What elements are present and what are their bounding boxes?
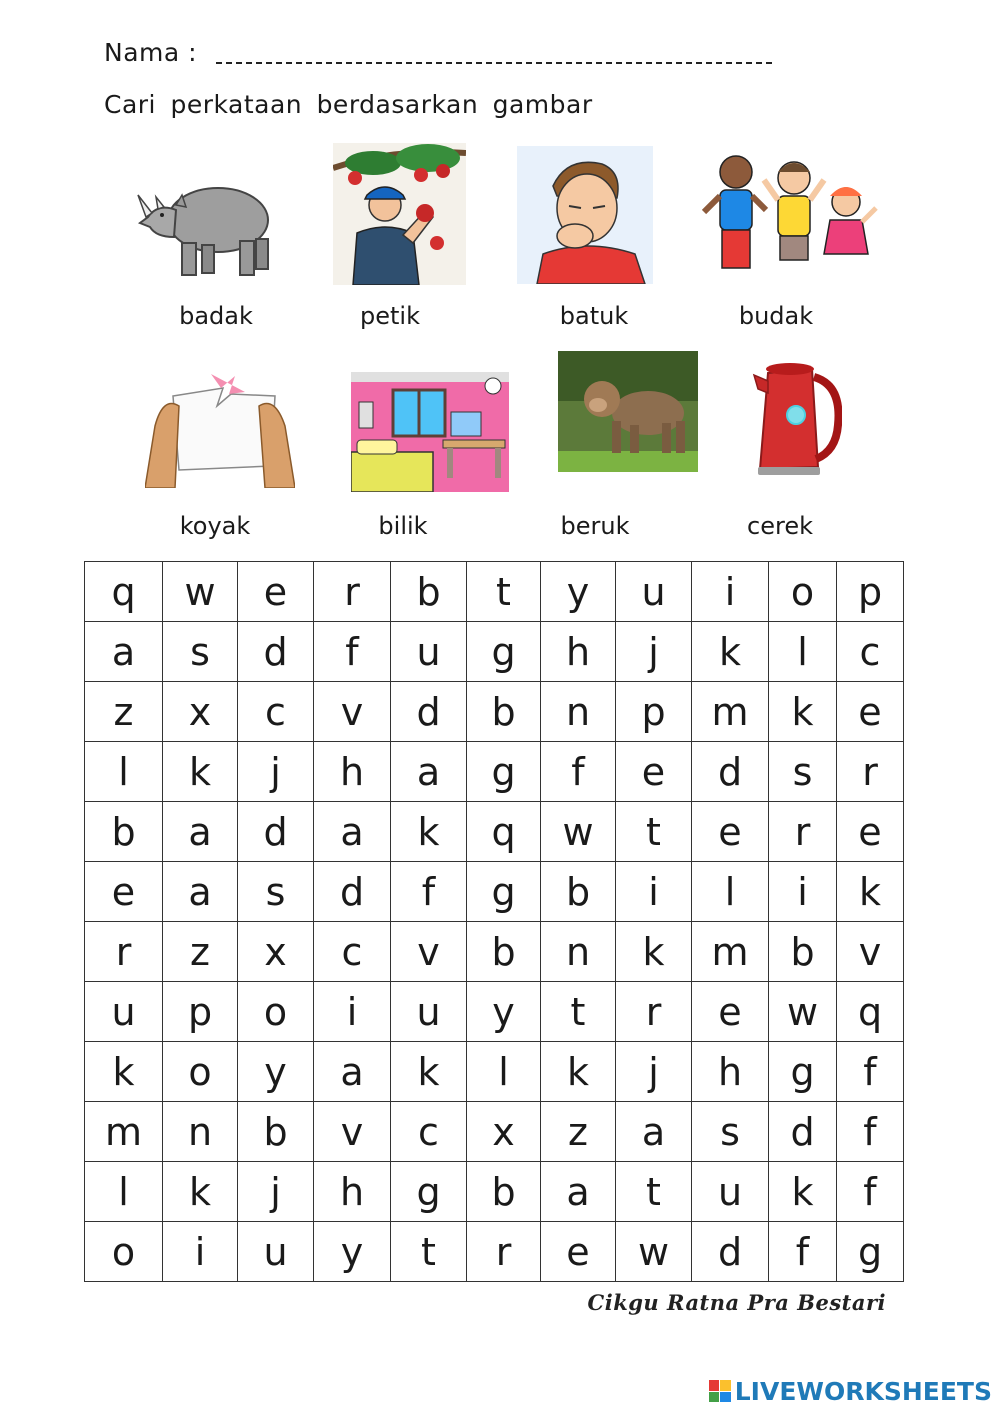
grid-cell[interactable]: d	[238, 622, 314, 682]
grid-cell[interactable]: x	[467, 1102, 541, 1162]
author-signature: Cikgu Ratna Pra Bestari	[587, 1290, 886, 1315]
grid-cell[interactable]: k	[391, 802, 467, 862]
grid-cell[interactable]: q	[467, 802, 541, 862]
grid-cell[interactable]: q	[85, 562, 163, 622]
grid-cell[interactable]: s	[692, 1102, 769, 1162]
grid-row	[85, 1042, 904, 1102]
grid-cell[interactable]: d	[238, 802, 314, 862]
grid-cell[interactable]: g	[467, 862, 541, 922]
grid-cell[interactable]: n	[541, 682, 616, 742]
grid-cell[interactable]: e	[616, 742, 692, 802]
grid-cell[interactable]: z	[85, 682, 163, 742]
grid-cell[interactable]: c	[837, 622, 904, 682]
grid-cell[interactable]: b	[541, 862, 616, 922]
grid-cell[interactable]: z	[541, 1102, 616, 1162]
grid-cell[interactable]: t	[541, 982, 616, 1042]
grid-cell[interactable]: s	[769, 742, 837, 802]
grid-cell[interactable]: f	[391, 862, 467, 922]
grid-row	[85, 562, 904, 622]
grid-cell[interactable]: i	[163, 1222, 238, 1282]
grid-cell[interactable]: p	[616, 682, 692, 742]
grid-cell[interactable]: h	[692, 1042, 769, 1102]
grid-cell[interactable]: w	[769, 982, 837, 1042]
grid-cell[interactable]: k	[692, 622, 769, 682]
grid-cell[interactable]: i	[692, 562, 769, 622]
grid-cell[interactable]: t	[391, 1222, 467, 1282]
bedroom-icon	[351, 372, 509, 492]
grid-cell[interactable]: r	[769, 802, 837, 862]
word-label: petik	[360, 302, 420, 330]
grid-cell[interactable]: k	[769, 682, 837, 742]
word-search-grid	[84, 561, 904, 1282]
grid-cell[interactable]: k	[163, 742, 238, 802]
grid-row	[85, 982, 904, 1042]
grid-cell[interactable]: m	[692, 922, 769, 982]
grid-cell[interactable]: n	[163, 1102, 238, 1162]
grid-cell[interactable]: z	[163, 922, 238, 982]
name-label: Nama :	[104, 38, 198, 67]
logo-square	[720, 1392, 731, 1403]
grid-cell[interactable]: f	[314, 622, 391, 682]
word-label: budak	[738, 302, 814, 330]
grid-cell[interactable]: l	[692, 862, 769, 922]
grid-cell[interactable]: q	[837, 982, 904, 1042]
grid-cell[interactable]: y	[467, 982, 541, 1042]
grid-cell[interactable]: b	[769, 922, 837, 982]
grid-cell[interactable]: h	[314, 742, 391, 802]
grid-cell[interactable]: u	[238, 1222, 314, 1282]
grid-cell[interactable]: v	[314, 682, 391, 742]
grid-cell[interactable]: r	[85, 922, 163, 982]
grid-cell[interactable]: j	[616, 622, 692, 682]
grid-cell[interactable]: f	[541, 742, 616, 802]
kettle-icon	[752, 355, 842, 479]
grid-cell[interactable]: e	[837, 682, 904, 742]
grid-cell[interactable]: k	[163, 1162, 238, 1222]
grid-cell[interactable]: u	[616, 562, 692, 622]
grid-cell[interactable]: e	[541, 1222, 616, 1282]
grid-cell[interactable]: w	[616, 1222, 692, 1282]
grid-cell[interactable]: u	[391, 982, 467, 1042]
grid-cell[interactable]: a	[85, 622, 163, 682]
grid-row	[85, 682, 904, 742]
grid-cell[interactable]: b	[85, 802, 163, 862]
grid-cell[interactable]: i	[769, 862, 837, 922]
grid-cell[interactable]: k	[541, 1042, 616, 1102]
grid-cell[interactable]: u	[692, 1162, 769, 1222]
grid-cell[interactable]: o	[769, 562, 837, 622]
grid-cell[interactable]: d	[314, 862, 391, 922]
grid-row	[85, 802, 904, 862]
grid-cell[interactable]: r	[314, 562, 391, 622]
brand-text: LIVEWORKSHEETS	[734, 1376, 992, 1406]
word-label: bilik	[378, 512, 428, 540]
grid-cell[interactable]: b	[467, 1162, 541, 1222]
grid-cell[interactable]: u	[391, 622, 467, 682]
grid-cell[interactable]: a	[163, 802, 238, 862]
grid-cell[interactable]: f	[769, 1222, 837, 1282]
monkey-icon	[558, 351, 698, 472]
grid-cell[interactable]: p	[837, 562, 904, 622]
grid-cell[interactable]: o	[85, 1222, 163, 1282]
grid-cell[interactable]: r	[467, 1222, 541, 1282]
brand-watermark	[709, 1376, 992, 1406]
grid-cell[interactable]: d	[692, 1222, 769, 1282]
grid-cell[interactable]: r	[837, 742, 904, 802]
grid-cell[interactable]: f	[837, 1162, 904, 1222]
children-icon	[702, 150, 880, 284]
grid-cell[interactable]: j	[238, 1162, 314, 1222]
coughing-man-icon	[517, 146, 653, 284]
grid-cell[interactable]: j	[616, 1042, 692, 1102]
grid-cell[interactable]: v	[314, 1102, 391, 1162]
grid-cell[interactable]: f	[837, 1042, 904, 1102]
grid-cell[interactable]: h	[541, 622, 616, 682]
grid-cell[interactable]: d	[769, 1102, 837, 1162]
grid-cell[interactable]: y	[314, 1222, 391, 1282]
grid-row	[85, 1222, 904, 1282]
grid-cell[interactable]: h	[314, 1162, 391, 1222]
grid-cell[interactable]: b	[467, 682, 541, 742]
logo-square	[720, 1380, 731, 1391]
grid-cell[interactable]: t	[616, 1162, 692, 1222]
grid-cell[interactable]: b	[391, 562, 467, 622]
grid-cell[interactable]: g	[467, 622, 541, 682]
grid-cell[interactable]: k	[391, 1042, 467, 1102]
name-blank-line[interactable]	[216, 62, 772, 64]
grid-cell[interactable]: v	[391, 922, 467, 982]
grid-cell[interactable]: i	[314, 982, 391, 1042]
brand-logo-icon	[709, 1380, 731, 1402]
grid-cell[interactable]: e	[837, 802, 904, 862]
grid-cell[interactable]: k	[769, 1162, 837, 1222]
grid-cell[interactable]: u	[85, 982, 163, 1042]
grid-cell[interactable]: m	[85, 1102, 163, 1162]
grid-cell[interactable]: o	[163, 1042, 238, 1102]
grid-cell[interactable]: p	[163, 982, 238, 1042]
grid-cell[interactable]: w	[541, 802, 616, 862]
grid-cell[interactable]: g	[769, 1042, 837, 1102]
word-label: cerek	[747, 512, 813, 540]
logo-square	[709, 1392, 720, 1403]
grid-cell[interactable]: b	[467, 922, 541, 982]
grid-cell[interactable]: l	[85, 1162, 163, 1222]
grid-cell[interactable]: c	[238, 682, 314, 742]
grid-cell[interactable]: e	[238, 562, 314, 622]
word-label: badak	[179, 302, 253, 330]
grid-cell[interactable]: a	[616, 1102, 692, 1162]
grid-cell[interactable]: d	[692, 742, 769, 802]
grid-cell[interactable]: e	[85, 862, 163, 922]
grid-cell[interactable]: k	[85, 1042, 163, 1102]
logo-square	[709, 1380, 720, 1391]
grid-cell[interactable]: e	[692, 982, 769, 1042]
grid-cell[interactable]: s	[163, 622, 238, 682]
grid-row	[85, 1102, 904, 1162]
grid-cell[interactable]: k	[616, 922, 692, 982]
grid-cell[interactable]: l	[85, 742, 163, 802]
grid-cell[interactable]: g	[391, 1162, 467, 1222]
grid-cell[interactable]: i	[616, 862, 692, 922]
instruction-text: Cari perkataan berdasarkan gambar	[104, 90, 593, 119]
grid-cell[interactable]: a	[314, 1042, 391, 1102]
grid-cell[interactable]: t	[467, 562, 541, 622]
grid-cell[interactable]: k	[837, 862, 904, 922]
grid-cell[interactable]: x	[238, 922, 314, 982]
name-row	[104, 38, 197, 67]
grid-cell[interactable]: c	[391, 1102, 467, 1162]
grid-cell[interactable]: j	[238, 742, 314, 802]
word-label: batuk	[559, 302, 629, 330]
grid-cell[interactable]: f	[837, 1102, 904, 1162]
torn-paper-icon	[145, 366, 295, 488]
grid-row	[85, 862, 904, 922]
grid-cell[interactable]: o	[238, 982, 314, 1042]
picking-apples-icon	[333, 143, 466, 285]
grid-cell[interactable]: v	[837, 922, 904, 982]
grid-cell[interactable]: d	[391, 682, 467, 742]
grid-cell[interactable]: g	[837, 1222, 904, 1282]
grid-cell[interactable]: t	[616, 802, 692, 862]
grid-cell[interactable]: e	[692, 802, 769, 862]
grid-cell[interactable]: a	[391, 742, 467, 802]
grid-cell[interactable]: a	[541, 1162, 616, 1222]
grid-cell[interactable]: y	[541, 562, 616, 622]
grid-cell[interactable]: n	[541, 922, 616, 982]
word-label: beruk	[560, 512, 630, 540]
grid-cell[interactable]: a	[163, 862, 238, 922]
grid-cell[interactable]: l	[467, 1042, 541, 1102]
grid-row	[85, 922, 904, 982]
grid-cell[interactable]: b	[238, 1102, 314, 1162]
grid-cell[interactable]: c	[314, 922, 391, 982]
word-label: koyak	[179, 512, 251, 540]
grid-cell[interactable]: w	[163, 562, 238, 622]
grid-cell[interactable]: y	[238, 1042, 314, 1102]
rhino-icon	[136, 165, 276, 280]
grid-cell[interactable]: s	[238, 862, 314, 922]
grid-row	[85, 1162, 904, 1222]
grid-cell[interactable]: l	[769, 622, 837, 682]
grid-cell[interactable]: g	[467, 742, 541, 802]
grid-row	[85, 622, 904, 682]
grid-cell[interactable]: x	[163, 682, 238, 742]
grid-row	[85, 742, 904, 802]
grid-cell[interactable]: a	[314, 802, 391, 862]
grid-cell[interactable]: m	[692, 682, 769, 742]
grid-cell[interactable]: r	[616, 982, 692, 1042]
